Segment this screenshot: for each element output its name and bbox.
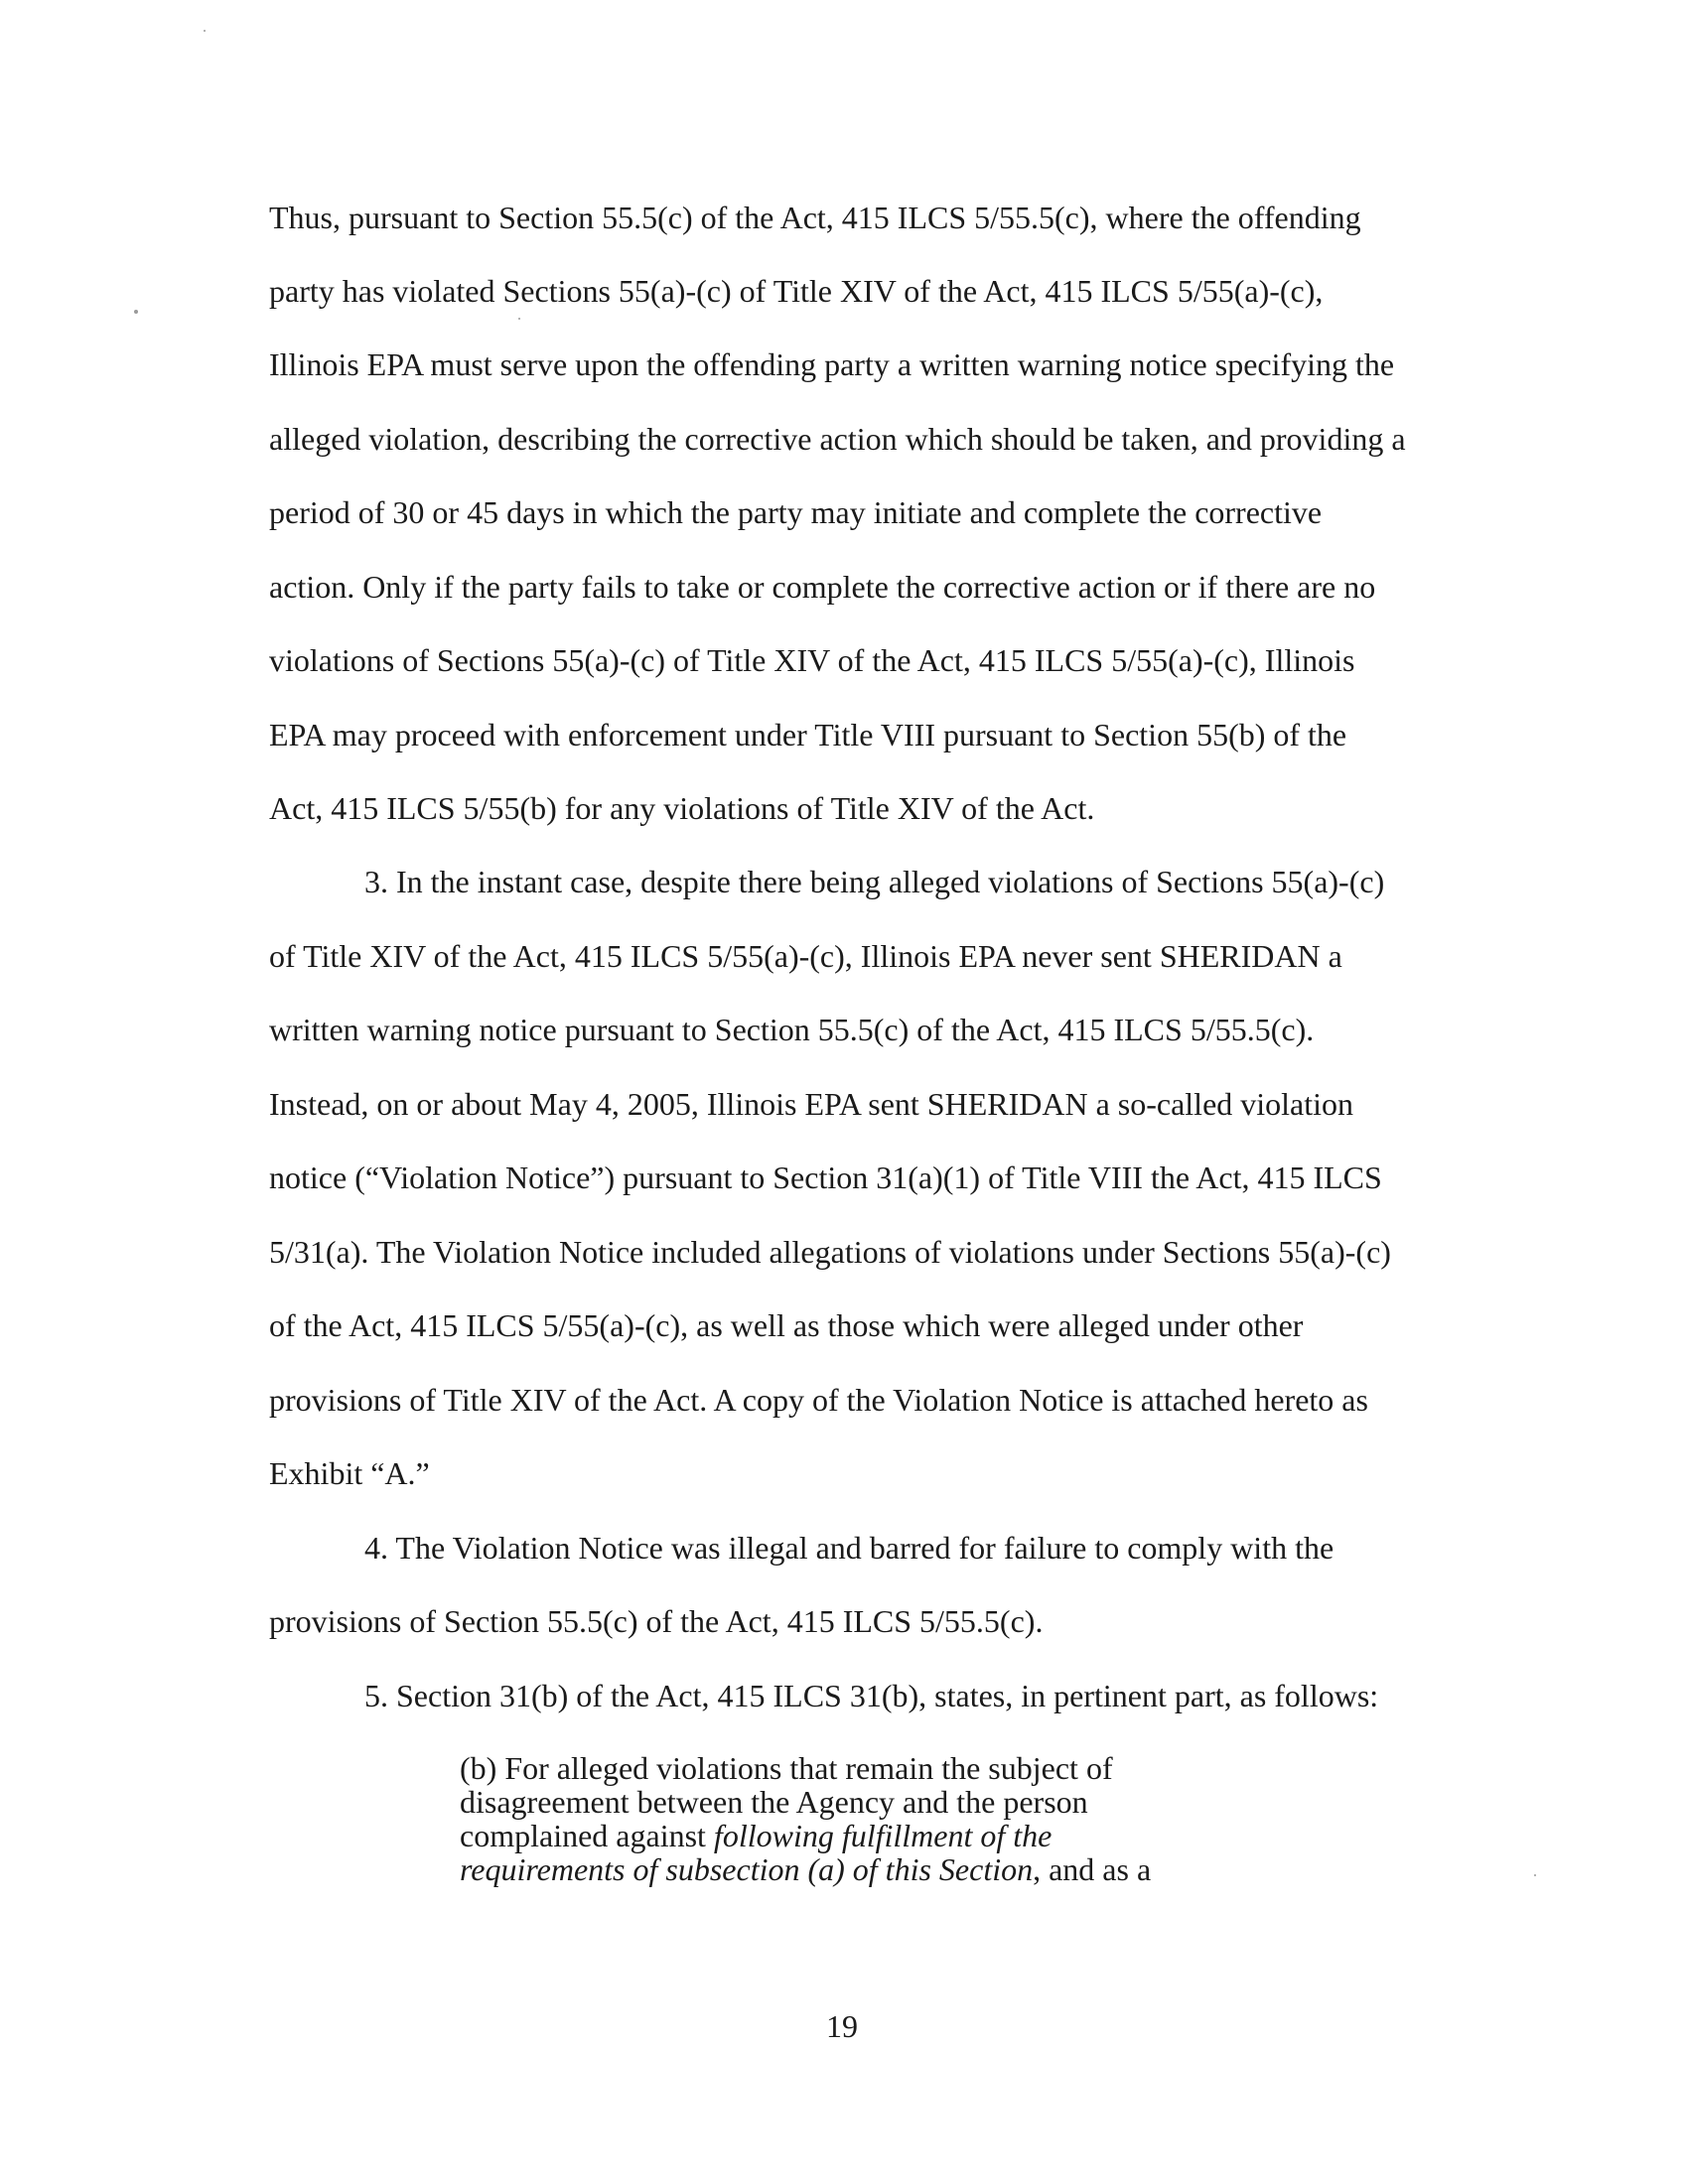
body-line: EPA may proceed with enforcement under Title VIII pursuant to Section 55(b) of the: [269, 717, 1347, 752]
body-line: of Title XIV of the Act, 415 ILCS 5/55(a)-(c), Illinois EPA never sent SHERIDAN a: [269, 938, 1342, 974]
body-line: provisions of Title XIV of the Act. A copy of the Violation Notice is attached hereto as: [269, 1382, 1368, 1418]
body-line: party has violated Sections 55(a)-(c) of Title XIV of the Act, 415 ILCS 5/55(a)-(c),: [269, 273, 1324, 309]
body-line: notice (“Violation Notice”) pursuant to Section 31(a)(1) of Title VIII the Act, 415 ILCS: [269, 1160, 1382, 1195]
scan-speck: [134, 310, 138, 314]
body-line: Thus, pursuant to Section 55.5(c) of the Act, 415 ILCS 5/55.5(c), where the offending: [269, 200, 1361, 235]
quote-italic-text: following fulfillment of the: [713, 1818, 1052, 1853]
block-quote-line: [460, 1853, 1151, 1886]
scan-speck: [518, 318, 520, 320]
body-line: Illinois EPA must serve upon the offending party a written warning notice specifying the: [269, 346, 1395, 382]
body-line: Act, 415 ILCS 5/55(b) for any violations of Title XIV of the Act.: [269, 790, 1095, 826]
quote-plain-text: , and as a: [1033, 1851, 1152, 1887]
body-line: Instead, on or about May 4, 2005, Illinois EPA sent SHERIDAN a so-called violation: [269, 1086, 1354, 1122]
page-number: 19: [826, 2008, 858, 2044]
paragraph-5-first-line: 5. Section 31(b) of the Act, 415 ILCS 31(b), states, in pertinent part, as follows:: [364, 1678, 1379, 1713]
block-quote-line: disagreement between the Agency and the person: [460, 1784, 1088, 1820]
body-line: of the Act, 415 ILCS 5/55(a)-(c), as well as those which were alleged under other: [269, 1307, 1304, 1343]
quote-italic-text: requirements of subsection (a) of this Section: [460, 1851, 1034, 1887]
body-line: violations of Sections 55(a)-(c) of Title XIV of the Act, 415 ILCS 5/55(a)-(c), Illinois: [269, 642, 1355, 678]
body-line: action. Only if the party fails to take or complete the corrective action or if there are no: [269, 569, 1376, 605]
body-line: period of 30 or 45 days in which the party may initiate and complete the corrective: [269, 494, 1323, 530]
quote-plain-text: complained against: [460, 1818, 714, 1853]
scan-speck: [1534, 1874, 1536, 1876]
paragraph-3-first-line: 3. In the instant case, despite there being alleged violations of Sections 55(a)-(c): [364, 864, 1385, 899]
body-line: Exhibit “A.”: [269, 1455, 430, 1491]
body-line: 5/31(a). The Violation Notice included allegations of violations under Sections 55(a)-(c): [269, 1234, 1391, 1270]
paragraph-4-first-line: 4. The Violation Notice was illegal and barred for failure to comply with the: [364, 1530, 1334, 1566]
scan-speck: [204, 30, 206, 32]
body-line: provisions of Section 55.5(c) of the Act, 415 ILCS 5/55.5(c).: [269, 1603, 1044, 1639]
block-quote-line: (b) For alleged violations that remain the subject of: [460, 1750, 1113, 1786]
body-line: written warning notice pursuant to Section 55.5(c) of the Act, 415 ILCS 5/55.5(c).: [269, 1012, 1315, 1047]
body-line: alleged violation, describing the corrective action which should be taken, and providing a: [269, 421, 1406, 457]
block-quote-line: [460, 1820, 1052, 1852]
